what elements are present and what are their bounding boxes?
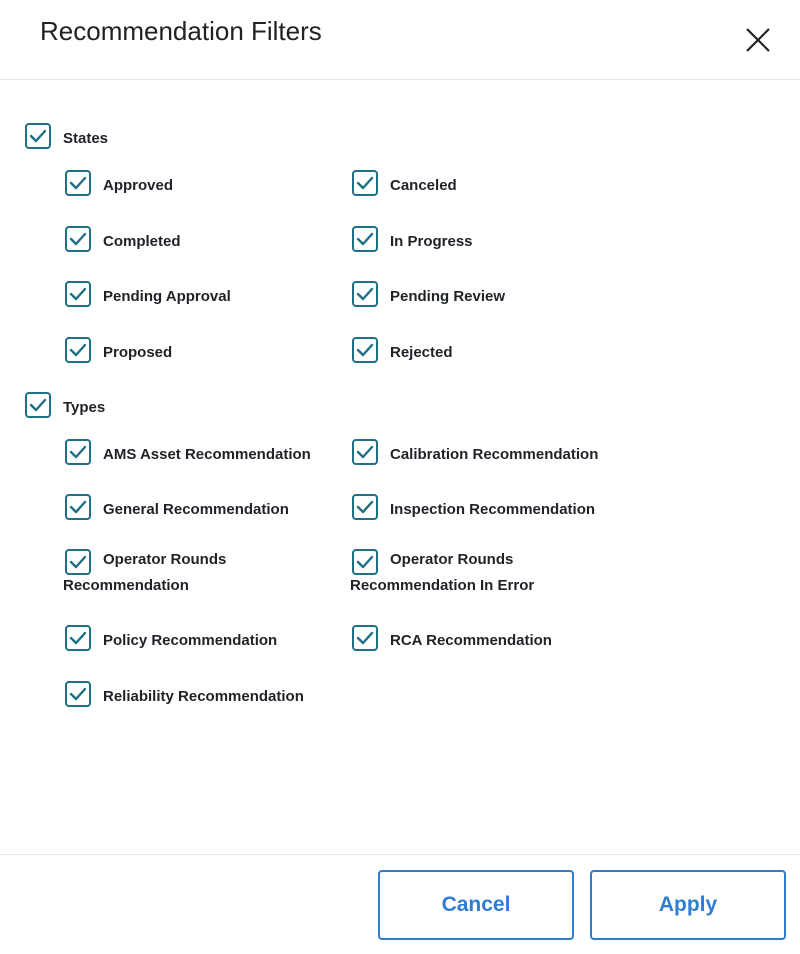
checkmark-icon (356, 230, 374, 248)
state-pending-review-label: Pending Review (390, 288, 506, 305)
cancel-button[interactable]: Cancel (378, 870, 574, 940)
dialog-title: Recommendation Filters (40, 16, 322, 46)
type-general-checkbox[interactable] (65, 494, 91, 520)
checkmark-icon (356, 341, 374, 359)
state-approved-checkbox[interactable] (65, 170, 91, 196)
close-icon[interactable] (740, 22, 776, 58)
checkmark-icon (69, 553, 87, 571)
state-rejected-checkbox[interactable] (352, 337, 378, 363)
state-proposed-checkbox[interactable] (65, 337, 91, 363)
state-approved-label: Approved (103, 177, 174, 194)
type-policy-checkbox[interactable] (65, 625, 91, 651)
type-calibration-checkbox[interactable] (352, 439, 378, 465)
checkmark-icon (356, 629, 374, 647)
type-operator-rounds-error-label-wrap: Recommendation In Error (350, 577, 535, 594)
types-checkbox[interactable] (25, 392, 51, 418)
type-reliability-checkbox[interactable] (65, 681, 91, 707)
checkmark-icon (69, 629, 87, 647)
dialog-header (0, 0, 800, 80)
checkmark-icon (29, 396, 47, 414)
checkmark-icon (356, 553, 374, 571)
type-operator-rounds-error-checkbox[interactable] (352, 549, 378, 575)
checkmark-icon (29, 127, 47, 145)
type-rca-checkbox[interactable] (352, 625, 378, 651)
types-label: Types (63, 399, 106, 416)
type-rca-label: RCA Recommendation (390, 632, 552, 649)
type-operator-rounds-label: Operator Rounds (103, 551, 227, 568)
state-pending-review-checkbox[interactable] (352, 281, 378, 307)
state-completed-label: Completed (103, 233, 181, 250)
type-inspection-label: Inspection Recommendation (390, 501, 596, 518)
type-ams-asset-checkbox[interactable] (65, 439, 91, 465)
checkmark-icon (356, 498, 374, 516)
state-canceled-label: Canceled (390, 177, 457, 194)
type-ams-asset-label: AMS Asset Recommendation (103, 446, 311, 463)
type-operator-rounds-error-label: Operator Rounds (390, 551, 514, 568)
state-pending-approval-checkbox[interactable] (65, 281, 91, 307)
checkmark-icon (69, 285, 87, 303)
state-rejected-label: Rejected (390, 344, 453, 361)
checkmark-icon (69, 341, 87, 359)
type-calibration-label: Calibration Recommendation (390, 446, 599, 463)
checkmark-icon (69, 685, 87, 703)
states-checkbox[interactable] (25, 123, 51, 149)
apply-button[interactable]: Apply (590, 870, 786, 940)
checkmark-icon (69, 443, 87, 461)
state-proposed-label: Proposed (103, 344, 173, 361)
type-reliability-label: Reliability Recommendation (103, 688, 304, 705)
state-in-progress-label: In Progress (390, 233, 473, 250)
checkmark-icon (356, 174, 374, 192)
state-completed-checkbox[interactable] (65, 226, 91, 252)
state-canceled-checkbox[interactable] (352, 170, 378, 196)
checkmark-icon (69, 174, 87, 192)
type-operator-rounds-label-wrap: Recommendation (63, 577, 189, 594)
state-in-progress-checkbox[interactable] (352, 226, 378, 252)
checkmark-icon (69, 230, 87, 248)
checkmark-icon (69, 498, 87, 516)
type-policy-label: Policy Recommendation (103, 632, 278, 649)
state-pending-approval-label: Pending Approval (103, 288, 231, 305)
checkmark-icon (356, 443, 374, 461)
type-operator-rounds-checkbox[interactable] (65, 549, 91, 575)
type-inspection-checkbox[interactable] (352, 494, 378, 520)
states-label: States (63, 130, 109, 147)
checkmark-icon (356, 285, 374, 303)
type-general-label: General Recommendation (103, 501, 289, 518)
